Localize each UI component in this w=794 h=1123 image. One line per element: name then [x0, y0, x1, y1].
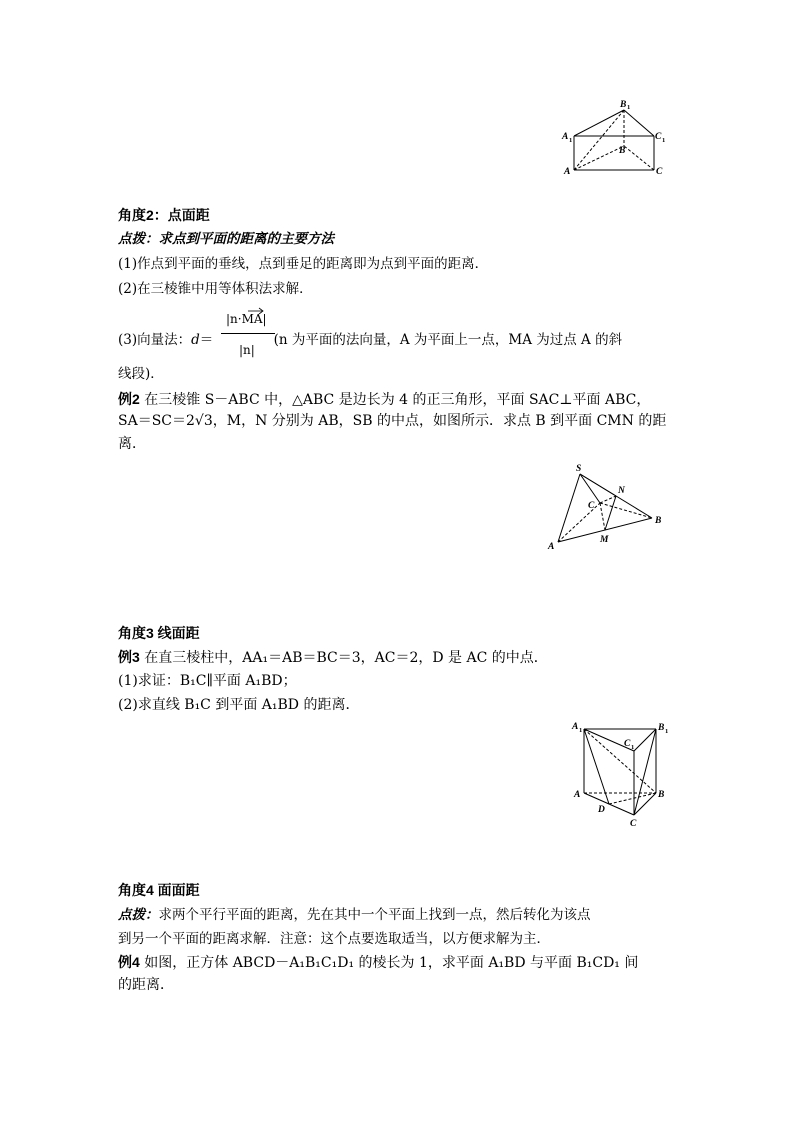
- label-b1-sub: 1: [665, 728, 669, 735]
- example-4-line2: 的距离．: [118, 977, 174, 993]
- tip-angle4-line2: 到另一个平面的距离求解．注意：这个点要选取适当，以方便求解为主．: [118, 931, 550, 947]
- example-3-line1: 例3 在直三棱柱中，AA₁＝AB＝BC＝3，AC＝2，D 是 AC 的中点．: [118, 649, 548, 666]
- label-a1: A: [572, 722, 579, 732]
- formula-denominator: |n|: [239, 343, 255, 357]
- label-c1-sub: 1: [631, 744, 635, 751]
- label-c: C: [630, 819, 637, 829]
- method-1: (1)作点到平面的垂线，点到垂足的距离即为点到平面的距离．: [118, 256, 489, 272]
- label-s: S: [576, 464, 582, 474]
- label-n: N: [618, 486, 625, 496]
- tip-angle4-line1: 点拨：求两个平行平面的距离，先在其中一个平面上找到一点，然后转化为该点: [118, 907, 591, 923]
- method-3: (3)向量法：d＝ (n 为平面的法向量，A 为平面上一点，MA 为过点 A 的斜: [118, 332, 623, 348]
- method-3-cont: 线段)．: [118, 366, 164, 382]
- tip-text: 求点到平面的距离的主要方法: [158, 231, 334, 246]
- label-b: B: [658, 790, 665, 800]
- figure-prism-2: [566, 717, 676, 829]
- label-b1: B: [620, 100, 627, 110]
- label-b: B: [619, 146, 626, 156]
- label-a: A: [548, 542, 555, 552]
- example-2-line2: SA＝SC＝2√3，M，N 分别为 AB，SB 的中点，如图所示．求点 B 到平面 CMN 的距: [118, 413, 667, 429]
- tip-angle2: [118, 229, 684, 249]
- label-c1-sub: 1: [662, 137, 666, 144]
- example-2-line3: 离．: [118, 436, 146, 452]
- label-a1-sub: 1: [569, 137, 573, 144]
- example-2-line1: 例2 在三棱锥 S－ABC 中，△ABC 是边长为 4 的正三角形，平面 SAC⊥平面 ABC，: [118, 391, 651, 408]
- label-c1: C: [624, 739, 631, 749]
- label-a1: A: [562, 132, 569, 142]
- label-m: M: [600, 535, 609, 545]
- section-title-angle3: 角度3 线面距: [118, 625, 200, 641]
- figure-tetrahedron: [540, 458, 670, 558]
- figure-prism-1: [558, 96, 668, 178]
- label-c: C: [656, 167, 663, 177]
- tip-label: 点拨：: [118, 231, 159, 246]
- label-a1-sub: 1: [579, 727, 583, 734]
- section-title-angle4: 角度4 面面距: [118, 882, 200, 898]
- vector-arrow: [246, 304, 266, 316]
- question-2: (2)求直线 B₁C 到平面 A₁BD 的距离．: [118, 697, 360, 713]
- label-a: A: [574, 790, 581, 800]
- formula-numerator: |n·MA|: [226, 312, 267, 326]
- label-b1: B: [658, 723, 665, 733]
- label-a: A: [564, 167, 571, 177]
- label-c: C: [588, 501, 595, 511]
- label-b: B: [655, 516, 662, 526]
- label-d: D: [598, 805, 605, 815]
- method-2: (2)在三棱锥中用等体积法求解．: [118, 281, 313, 297]
- label-b1-sub: 1: [627, 104, 631, 111]
- label-c1: C: [655, 132, 662, 142]
- question-1: (1)求证：B₁C∥平面 A₁BD；: [118, 673, 297, 689]
- example-4-line1: 例4 如图，正方体 ABCD－A₁B₁C₁D₁ 的棱长为 1，求平面 A₁BD 与平面 B₁CD₁ 间: [118, 954, 639, 971]
- section-title-angle2: 角度2：点面距: [118, 207, 210, 223]
